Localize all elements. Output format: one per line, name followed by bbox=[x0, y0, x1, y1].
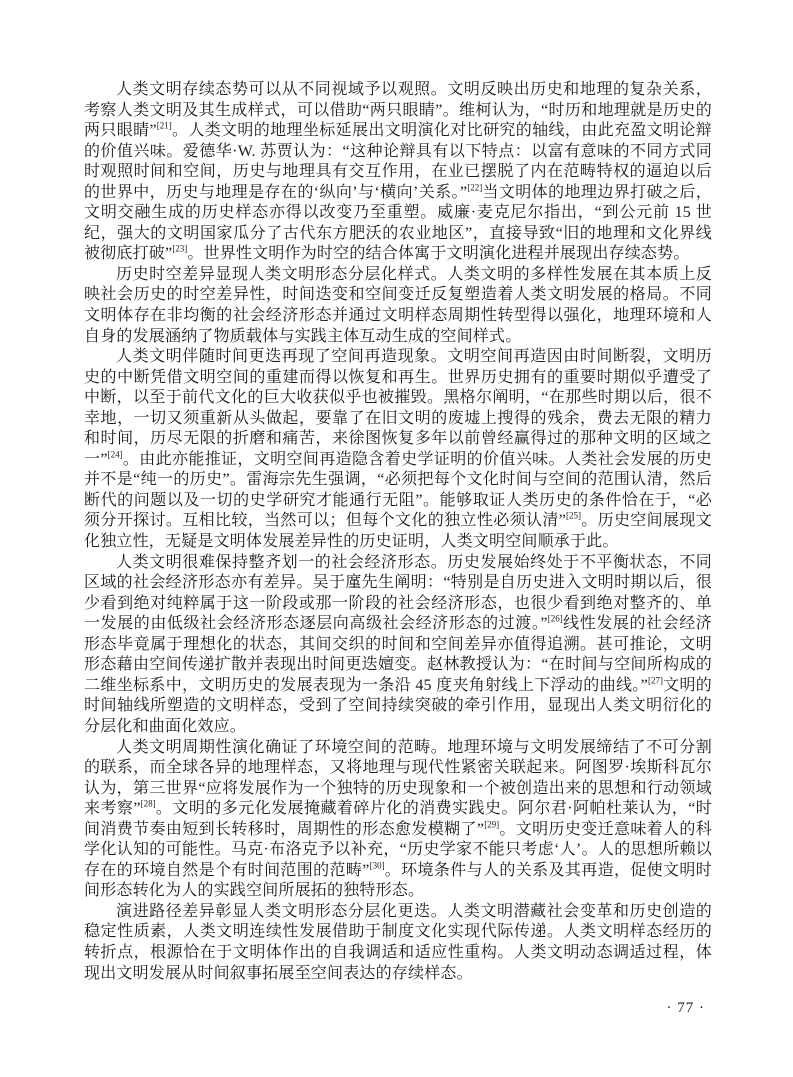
text-run: 演进路径差异彰显人类文明形态分层化更迭。人类文明潜藏社会变革和历史创造的稳定性质素，人类文明连续性发展借助于制度文化实现代际传递。人类文明样态经历的转折点，根源恰在于文明体作出的自我调适和适应性重构。人类文明动态调适过程，体现出文明发展从时间叙事拓展至空间表达的存续样态。 bbox=[84, 902, 712, 982]
text-run: 。文明历史变迁意味着人的科学化认知的可能性。马克·布洛克予以补充，“历史学家不能只考虑‘人’。人的思想所赖以存在的环境自然是个有时间范围的范畴” bbox=[84, 820, 712, 879]
paragraph bbox=[84, 738, 712, 902]
citation-ref: [26] bbox=[547, 613, 563, 624]
text-run: 人类文明存续态势可以从不同视域予以观照。文明反映出历史和地理的复杂关系，考察人类文明及其生成样式，可以借助“两只眼睛”。维柯认为，“时历和地理就是历史的两只眼睛” bbox=[84, 81, 712, 140]
text-run: 线性发展的社会经济形态毕竟属于理想化的状态，其间交织的时间和空间差异亦值得追溯。甚可推论，文明形态藉由空间传递扩散并表现出时间更迭嬗变。赵林教授认为：“在时间与空间所构成的二维坐标系中，文明历史的发展表现为一条沿 45 度夹角射线上下浮动的曲线。” bbox=[84, 615, 712, 694]
citation-ref: [30] bbox=[369, 860, 385, 871]
text-run: 文明的时间轴线所塑造的文明样态，受到了空间持续突破的牵引作用，显现出人类文明衍化的分层化和曲面化效应。 bbox=[84, 676, 713, 735]
citation-ref: [24] bbox=[107, 449, 123, 460]
paragraph bbox=[84, 902, 712, 984]
citation-ref: [25] bbox=[566, 511, 582, 522]
text-run: 。环境条件与人的关系及其再造，促使文明时间形态转化为人的实践空间所展拓的独特形态。 bbox=[84, 861, 712, 900]
text-run: 。人类文明的地理坐标延展出文明演化对比研究的轴线，由此充盈文明论辩的价值兴味。爱德华·W. 苏贾认为：“这种论辩具有以下特点：以富有意味的不同方式同时观照时间和空间，历史与地理具有交互作用，在业已摆脱了内在范畴特权的逼迫以后的世界中，历史与地理是存在的‘纵向’与‘横向’关系。” bbox=[84, 122, 712, 201]
text-run: 人类文明伴随时间更迭再现了空间再造现象。文明空间再造因由时间断裂，文明历史的中断凭借文明空间的重建而得以恢复和再生。世界历史拥有的重要时期似乎遭受了中断，以至于前代文化的巨大收获似乎也被摧毁。黑格尔阐明，“在那些时期以后，很不幸地，一切又须重新从头做起，要靠了在旧文明的废墟上搜得的残余，费去无限的精力和时间，历尽无限的折磨和痛苦，来徐图恢复多年以前曾经赢得过的那种文明的区域之一” bbox=[84, 348, 712, 468]
citation-ref: [29] bbox=[484, 819, 500, 830]
citation-ref: [22] bbox=[467, 182, 483, 193]
text-run: 。文明的多元化发展掩藏着碎片化的消费实践史。阿尔君·阿帕杜莱认为，“时间消费节奏由短到长转移时，周期性的形态愈发模糊了” bbox=[84, 800, 712, 838]
paragraph bbox=[84, 553, 712, 738]
citation-ref: [28] bbox=[140, 798, 156, 809]
citation-ref: [27] bbox=[647, 675, 663, 686]
text-run: 历史时空差异显现人类文明形态分层化样式。人类文明的多样性发展在其本质上反映社会历史的时空差异性，时间迭变和空间变迁反复塑造着人类文明发展的格局。不同文明体存在非均衡的社会经济形态并通过文明样态周期性转型得以强化，地理环境和人自身的发展涵纳了物质载体与实践主体互动生成的空间样式。 bbox=[84, 265, 712, 345]
paragraph bbox=[84, 347, 712, 552]
citation-ref: [21] bbox=[156, 120, 172, 131]
text-run: 人类文明很难保持整齐划一的社会经济形态。历史发展始终处于不平衡状态，不同区域的社会经济形态亦有差异。吴于廑先生阐明：“特别是自历史进入文明时期以后，很少看到绝对纯粹属于这一阶段或那一阶段的社会经济形态，也很少看到绝对整齐的、单一发展的由低级社会经济形态逐层向高级社会经济形态的过渡。” bbox=[84, 553, 712, 633]
text-run: 人类文明周期性演化确证了环境空间的范畴。地理环境与文明发展缔结了不可分割的联系，而全球各异的地理样态，又将地理与现代性紧密关联起来。阿图罗·埃斯科瓦尔认为，第三世界“应将发展作为一个独特的历史现象和一个被创造出来的思想和行动领域来考察” bbox=[84, 738, 712, 818]
paragraph bbox=[84, 80, 712, 265]
paragraph bbox=[84, 265, 712, 347]
text-run: 。由此亦能推证，文明空间再造隐含着史学证明的价值兴味。人类社会发展的历史并不是“纯一的历史”。雷海宗先生强调，“必须把每个文化时间与空间的范围认清，然后断代的问题以及一切的史学研究才能通行无阻”。能够取证人类历史的条件恰在于，“必须分开探讨。互相比较，当然可以；但每个文化的独立性必须认清” bbox=[84, 450, 712, 530]
article-body bbox=[84, 80, 712, 984]
text-run: 当文明体的地理边界打破之后，文明交融生成的历史样态亦得以改变乃至重塑。威廉·麦克尼尔指出，“到公元前 15 世纪，强大的文明国家瓜分了古代东方肥沃的农业地区”，直接导致“旧的地理和文化界线被彻底打破” bbox=[84, 183, 712, 263]
citation-ref: [23] bbox=[172, 244, 188, 255]
text-run: 。历史空间展现文化独立性，无疑是文明体发展差异性的历史证明，人类文明空间顺承于此。 bbox=[84, 512, 712, 551]
page-number: · 77 · bbox=[666, 1000, 705, 1016]
text-run: 。世界性文明作为时空的结合体寓于文明演化进程并展现出存续态势。 bbox=[187, 245, 690, 263]
